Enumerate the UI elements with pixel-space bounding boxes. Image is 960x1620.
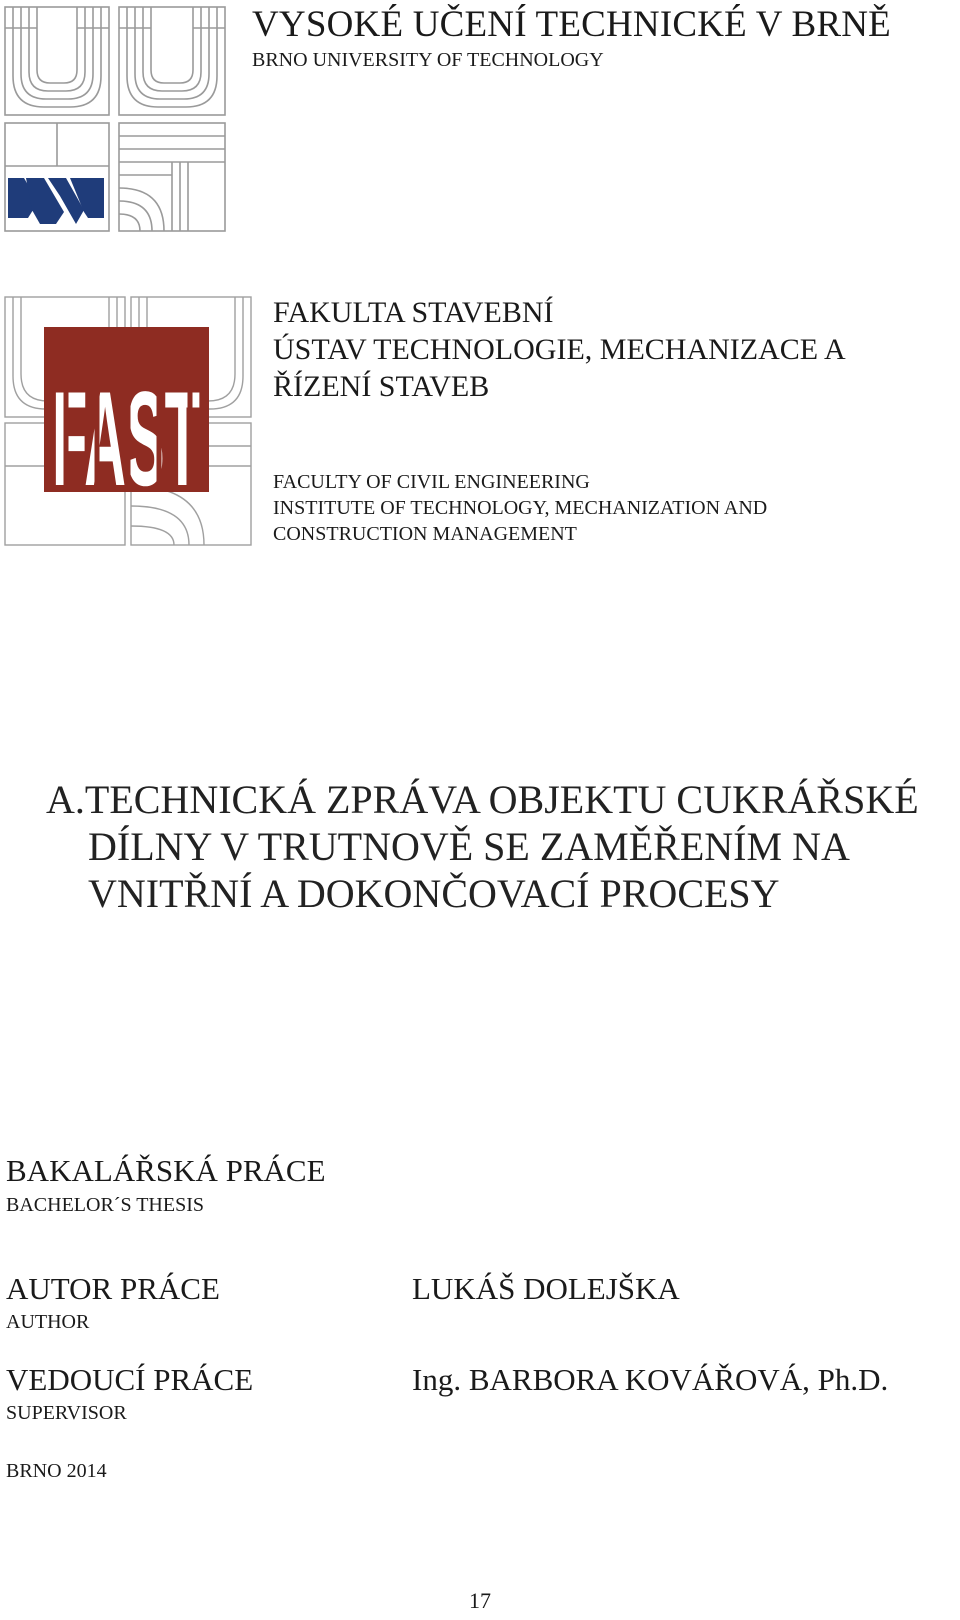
university-name-en: BRNO UNIVERSITY OF TECHNOLOGY <box>252 49 604 71</box>
faculty-name-en: FACULTY OF CIVIL ENGINEERING <box>273 471 590 493</box>
supervisor-label-cz: VEDOUCÍ PRÁCE <box>6 1362 254 1397</box>
thesis-title-line1: A.TECHNICKÁ ZPRÁVA OBJEKTU CUKRÁŘSKÉ <box>46 777 919 822</box>
institute-name-cz-line1: ÚSTAV TECHNOLOGIE, MECHANIZACE A <box>273 333 846 366</box>
thesis-title-line3: VNITŘNÍ A DOKONČOVACÍ PROCESY <box>88 871 780 916</box>
supervisor-label-en: SUPERVISOR <box>6 1402 127 1424</box>
thesis-type-en: BACHELOR´S THESIS <box>6 1194 204 1216</box>
university-name-cz: VYSOKÉ UČENÍ TECHNICKÉ V BRNĚ <box>252 4 891 45</box>
vut-logo <box>4 6 226 232</box>
author-label-en: AUTHOR <box>6 1311 90 1333</box>
place-year: BRNO 2014 <box>6 1460 107 1482</box>
author-label-cz: AUTOR PRÁCE <box>6 1271 220 1306</box>
thesis-title-line2: DÍLNY V TRUTNOVĚ SE ZAMĚŘENÍM NA <box>88 824 850 869</box>
institute-name-en-line1: INSTITUTE OF TECHNOLOGY, MECHANIZATION AND <box>273 497 768 519</box>
thesis-type-cz: BAKALÁŘSKÁ PRÁCE <box>6 1153 326 1188</box>
faculty-name-cz: FAKULTA STAVEBNÍ <box>273 296 554 329</box>
fast-logo-text: FAST <box>52 363 201 514</box>
supervisor-name: Ing. BARBORA KOVÁŘOVÁ, Ph.D. <box>412 1362 889 1397</box>
author-name: LUKÁŠ DOLEJŠKA <box>412 1271 680 1306</box>
institute-name-cz-line2: ŘÍZENÍ STAVEB <box>273 370 490 403</box>
fast-logo <box>4 296 252 546</box>
page-number: 17 <box>469 1588 491 1613</box>
institute-name-en-line2: CONSTRUCTION MANAGEMENT <box>273 523 577 545</box>
